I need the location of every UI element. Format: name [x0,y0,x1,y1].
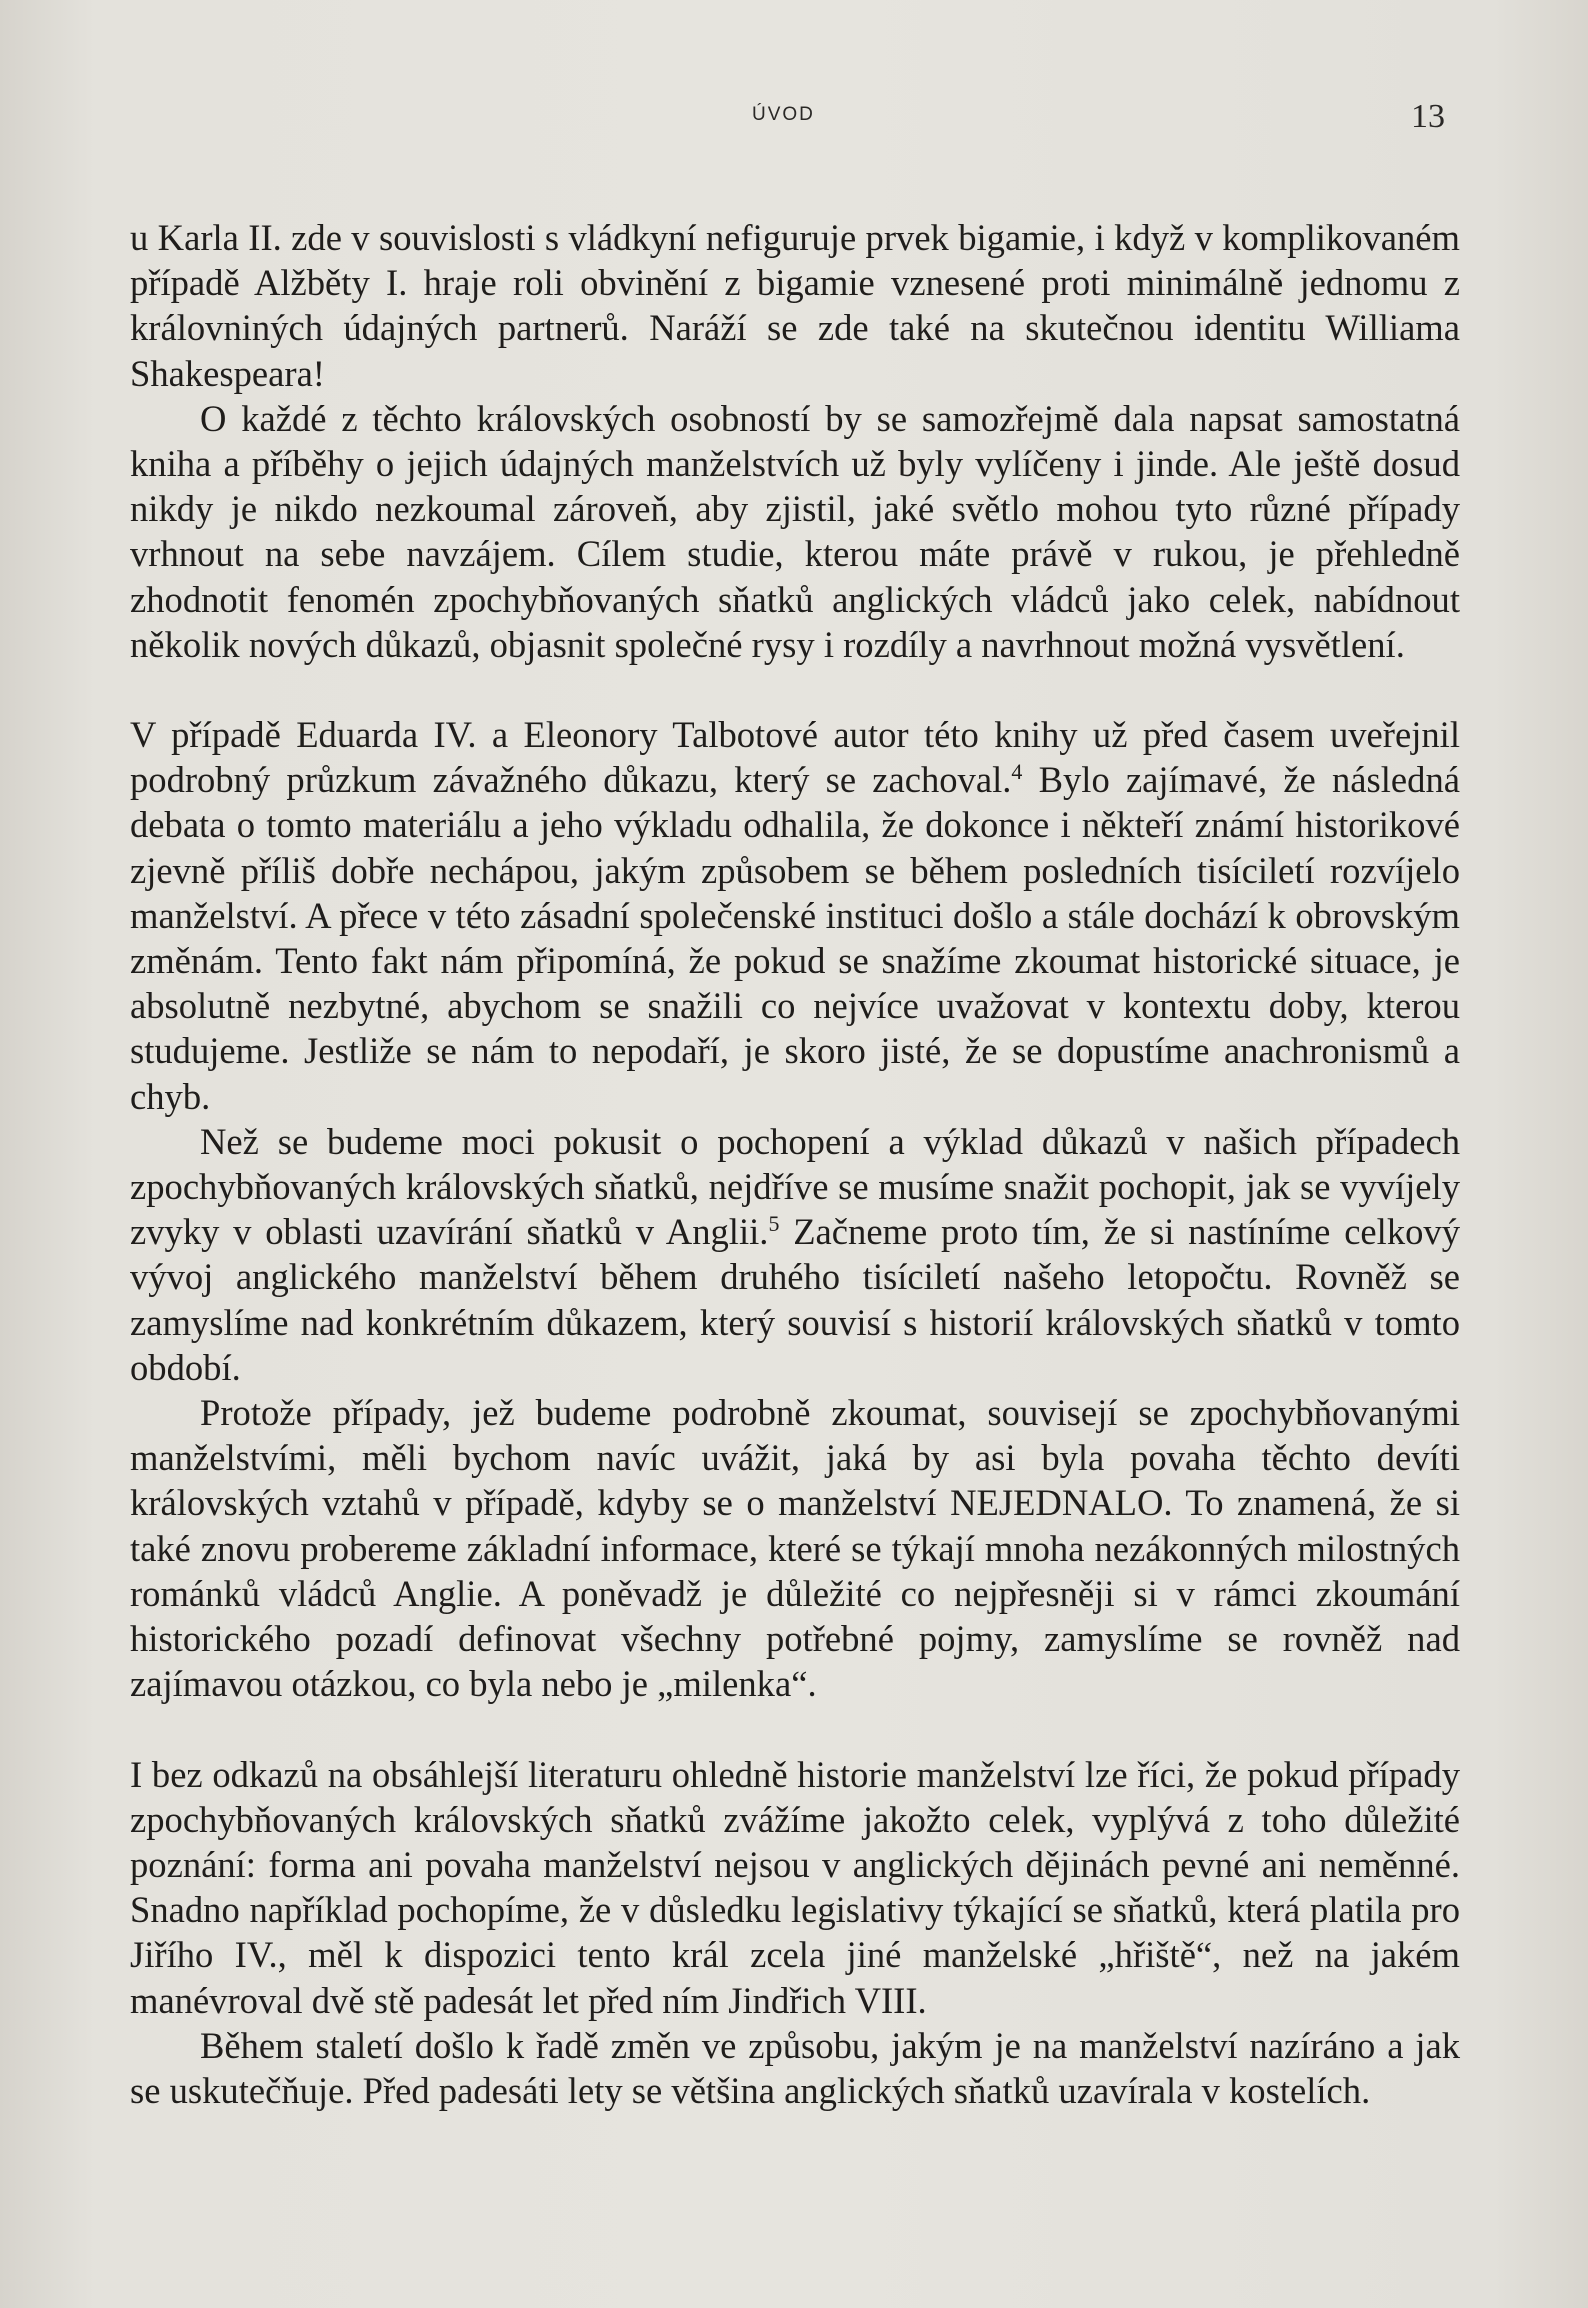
paragraph-text: V případě Eduarda IV. a Eleonory Talbotové autor této knihy už před časem uveřejnil podrobný průzkum závažného důkazu, který se zachoval. [130,714,1460,801]
paragraph-text: Bylo zajímavé, že následná debata o tomto materiálu a jeho výkladu odhalila, že dokonce i někteří známí historikové zjevně příliš dobře nechápou, jakým způsobem se během posledních tisíciletí rozvíjelo manželství. A přece v této zásadní společenské instituci došlo a stále dochází k obrovským změnám. Tento fakt nám připomíná, že pokud se snažíme zkoumat historické situace, je absolutně nezbytné, abychom se snažili co nejvíce uvažovat v kontextu doby, kterou studujeme. Jestliže se nám to nepodaří, je skoro jisté, že se dopustíme anachronismů a chyb. [130,759,1460,1117]
footnote-reference: 5 [768,1211,780,1237]
paragraph-section-start [130,712,1460,1119]
paragraph: Protože případy, jež budeme podrobně zkoumat, souvisejí se zpochybňovanými manželstvími, měli bychom navíc uvážit, jaká by asi byla povaha těchto devíti královských vztahů v případě, kdyby se o manželství NEJEDNALO. To znamená, že si také znovu probereme základní informace, které se týkají mnoha nezákonných milostných románků vládců Anglie. A poněvadž je důležité co nejpřesněji si v rámci zkoumání historického pozadí definovat všechny potřebné pojmy, zamyslíme se rovněž nad zajímavou otázkou, co byla nebo je „milenka“. [130,1392,1460,1705]
footnote-reference: 4 [1011,759,1023,785]
paragraph-section-start: I bez odkazů na obsáhlejší literaturu ohledně historie manželství lze říci, že pokud případy zpochybňovaných královských sňatků zvážíme jakožto celek, vyplývá z toho důležité poznání: forma ani povaha manželství nejsou v anglických dějinách pevné ani neměnné. Snadno například pochopíme, že v důsledku legislativy týkající se sňatků, která platila pro Jiřího IV., měl k dispozici tento král zcela jiné manželské „hřiště“, než na jakém manévroval dvě stě padesát let před ním Jindřich VIII. [130,1753,1460,2021]
paragraph: Během staletí došlo k řadě změn ve způsobu, jakým je na manželství nazíráno a jak se uskutečňuje. Před padesáti lety se většina anglických sňatků uzavírala v kostelích. [130,2024,1460,2111]
chapter-title: ÚVOD [752,104,815,125]
paragraph-text: Začneme proto tím, že si nastíníme celkový vývoj anglického manželství během druhého tisíciletí našeho letopočtu. Rovněž se zamyslíme nad konkrétním důkazem, který souvisí s historií královských sňatků v tomto období. [130,1211,1460,1388]
paragraph: O každé z těchto královských osobností by se samozřejmě dala napsat samostatná kniha a příběhy o jejich údajných manželstvích už byly vylíčeny i jinde. Ale ještě dosud nikdy je nikdo nezkoumal zároveň, aby zjistil, jaké světlo mohou tyto různé případy vrhnout na sebe navzájem. Cílem studie, kterou máte právě v rukou, je přehledně zhodnotit fenomén zpochybňovaných sňatků anglických vládců jako celek, nabídnout několik nových důkazů, objasnit společné rysy i rozdíly a navrhnout možná vysvětlení. [130,397,1460,665]
page-number: 13 [1411,98,1445,135]
running-header [0,98,1588,144]
paragraph-continuation: u Karla II. zde v souvislosti s vládkyní nefiguruje prvek bigamie, i když v komplikovaném případě Alžběty I. hraje roli obvinění z bigamie vznesené proti minimálně jednomu z královniných údajných partnerů. Naráží se zde také na skutečnou identitu Williama Shakespeara! [130,217,1460,394]
paragraph-text: Než se budeme moci pokusit o pochopení a výklad důkazů v našich případech zpochybňovaných královských sňatků, nejdříve se musíme snažit pochopit, jak se vyvíjely zvyky v oblasti uzavírání sňatků v Anglii. [130,1120,1460,1253]
body-text [130,215,1460,2113]
paragraph [130,1119,1460,1390]
